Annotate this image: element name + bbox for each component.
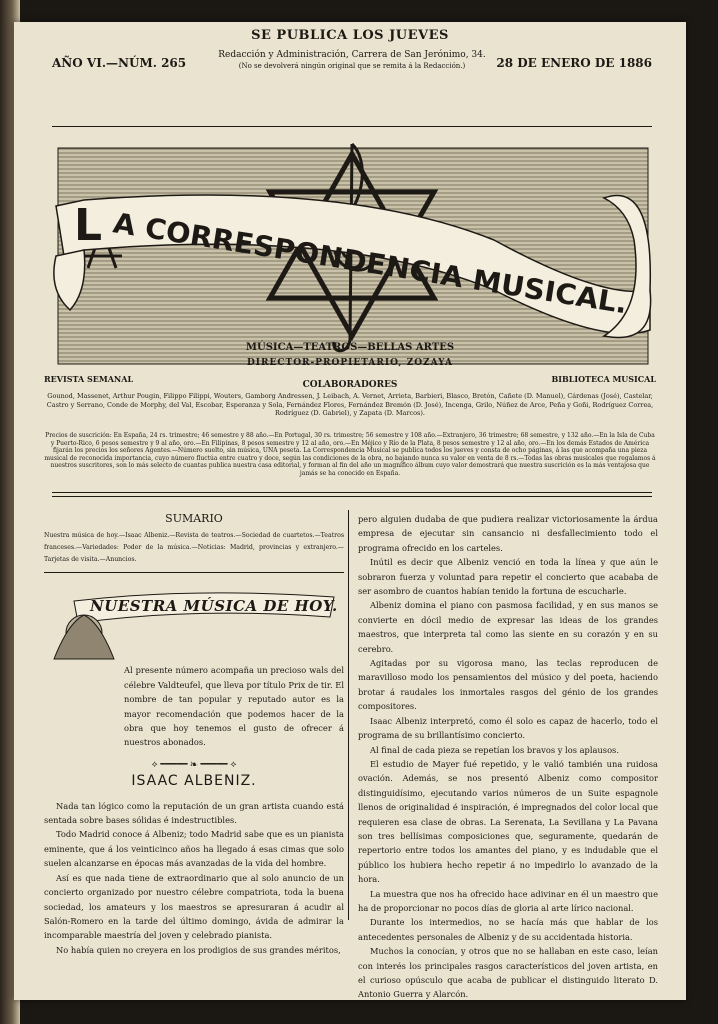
biblioteca-label: BIBLIOTECA MUSICAL — [551, 374, 656, 384]
collaborators-title: COLABORADORES — [302, 380, 398, 390]
article-paragraph: Al final de cada pieza se repetían los bravos y los aplausos. — [370, 744, 619, 755]
collaborators-list: Gounod, Massenet, Arthur Pougin, Filippo Filippi, Wouters, Gamborg Andressen, J. Leibach, A. Vernet, Arrieta, Barbieri, Blasco, Bretón, Cañete (D. Manuel), Cárdenas (José), Castelar, Castro y Serrano, Conde de Morphy, del Val, Escobar, Esperanza y Sola, Fernández Flores, Fernández Bremón (D. José), Incenga, Grilo, Núñez de Arce, Peña y Goñi, Rodríguez Correa, Rodríguez (D. Gabriel), y Zapata (D. Marcos). — [46, 392, 654, 417]
issue-row — [52, 50, 652, 80]
publication-day: SE PUBLICA LOS JUEVES — [251, 28, 449, 43]
masthead-subtitle: MÚSICA—TEATROS—BELLAS ARTES — [245, 342, 455, 353]
article-paragraph: Muchos la conocían, y otros que no se hallaban en este caso, leían con interés los principales rasgos característicos del joven artista, en el curioso opúsculo que acaba de publicar el distinguido literato D. Antonio Guerra y Alarcón. — [358, 946, 658, 1000]
issue-number: AÑO VI.—NÚM. 265 — [52, 56, 187, 70]
revista-label: REVISTA SEMANAL — [44, 374, 134, 384]
masthead-illustration — [44, 140, 656, 372]
article-paragraph: El estudio de Mayer fué repetido, y le valió también una ruidosa ovación. Además, se nos presentó Albeniz como compositor distinguidísimo, ejecutando varios números de un Suite espagnole llenos de originalidad é inspiración, é impregnados del color local que requieren esa clase de obras. La Serenata, La Sevillana y La Pavana son tres bellísimas composiciones que, seguramente, quedarán de repertorio entre todos los amantes del piano, y es indudable que el público los hubiera hecho repetir á no impedirlo lo avanzado de la hora. — [358, 758, 658, 885]
newspaper-page — [14, 22, 686, 1000]
article-paragraph: Todo Madrid conoce á Albeniz; todo Madrid sabe que es un pianista eminente, que á los veinticinco años ha llegado á esas cimas que solo suelen alcanzarse en épocas más avanzadas de la vida del hombre. — [44, 829, 344, 869]
article-paragraph: Albeniz domina el piano con pasmosa facilidad, y en sus manos se convierte en dócil medio de expresar las ideas de los grandes maestros, que interpreta tal como las siente en su corazón y en su cerebro. — [358, 600, 658, 654]
music-banner — [44, 583, 344, 661]
banner-illustration — [44, 583, 344, 661]
article-title: ISAAC ALBENIZ. — [131, 773, 257, 790]
music-banner-title: NUESTRA MÚSICA DE HOY. — [90, 597, 338, 616]
ornament: ⟡ ━━━━━ ❧ ━━━━━ ⟡ — [151, 759, 237, 770]
masthead-title: A CORRESPONDENCIA MUSICAL. — [110, 206, 616, 319]
article-paragraph: Isaac Albeniz interpretó, como él solo es capaz de hacerlo, todo el programa de su brillantísimo concierto. — [358, 715, 658, 741]
masthead-director: DIRECTOR-PROPIETARIO, ZOZAYA — [247, 358, 453, 368]
summary-rule — [44, 572, 344, 573]
article-paragraph: No había quien no creyera en los prodigios de sus grandes méritos, — [56, 944, 341, 955]
article-paragraph: Agitadas por su vigorosa mano, las teclas reproducen de maravilloso modo los pensamientos del músico y del poeta, haciendo brotar á raudales los inmortales rasgos del génio de los grandes compositores. — [358, 658, 658, 712]
address: Redacción y Administración, Carrera de San Jerónimo, 34. — [218, 50, 486, 60]
article-paragraph: Inútil es decir que Albeniz venció en toda la línea y que aún le sobraron fuerza y voluntad para repetir el concierto que acababa de ser asombro de cuantos habían tenido la fortuna de escucharle. — [358, 557, 658, 597]
summary-title: SUMARIO — [165, 512, 223, 525]
music-text: Al presente número acompaña un precioso wals del célebre Valdteufel, que lleva por título Prix de tir. El nombre de tan popular y reputado autor es la mayor recomendación que podemos hacer de la obra que hoy tenemos el gusto de ofrecer á nuestros abonados. — [124, 665, 344, 748]
prices-rule — [52, 492, 652, 493]
right-column — [358, 512, 658, 1000]
return-note: (No se devolverá ningún original que se remita á la Redacción.) — [238, 62, 466, 70]
article-paragraph: Nada tan lógico como la reputación de un gran artista cuando está sentada sobre bases sólidas é indestructibles. — [44, 800, 344, 826]
subscription-prices: Precios de suscrición: En España, 24 rs. trimestre; 46 semestre y 88 año.—En Portugal, 30 rs. trimestre; 56 semestre y 108 año.—Extranjero, 36 trimestre; 68 semestre, y 132 año.—En la Isla de Cuba y Puerto-Rico, 6 pesos semestre y 9 al año, oro.—En Filipinas, 8 pesos semestre y 12 al año, oro.—En Méjico y Río de la Plata, 8 pesos semestre y 12 al año, oro.—En los demás Estados de América fijarán los precios los señores Agentes.—Número suelto, sin música, UNA peseta. La Correspondencia Musical se publica todos los jueves y consta de ocho páginas, á las que acompaña una pieza musical de reconocida importancia, cuyo número fluctúa entre cuatro y doce, según las condiciones de la obra, no bajando nunca su valor en venta de 8 rs.—Todas las obras musicales que regalamos á nuestros suscritores, son lo más selecto de cuantas publica nuestra casa editorial, y forman al fin del año un magnífico álbum cuyo valor demostrará que nuestra suscrición es la más ventajosa que jamás se ha conocido en España. — [44, 432, 656, 477]
address-block — [202, 50, 502, 72]
prices-rule-2 — [52, 496, 652, 497]
issue-date: 28 DE ENERO DE 1886 — [496, 56, 652, 70]
masthead-title-L: L — [74, 200, 103, 251]
column-divider — [348, 510, 349, 920]
left-column — [44, 512, 344, 957]
article-paragraph: Durante los intermedios, no se hacía más que hablar de los antecedentes personales de Albeniz y de su accidentada historia. — [358, 917, 658, 942]
article-paragraph: pero alguien dudaba de que pudiera realizar victoriosamente la árdua empresa de ejecutar sin cansancio ni desfallecimiento todo el programa ofrecido en los carteles. — [358, 514, 658, 553]
article-paragraph: Así es que nada tiene de extraordinario que al solo anuncio de un concierto organizado por nuestro célebre compatriota, toda la buena sociedad, los amateurs y los maestros se apresuraran á acudir al Salón-Romero en la tarde del último domingo, ávida de admirar la incomparable maestría del joven y celebrado pianista. — [44, 872, 344, 941]
header-rule — [52, 126, 652, 127]
summary-text: Nuestra música de hoy.—Isaac Albeniz.—Revista de teatros.—Sociedad de cuartetos.—Teatros franceses.—Variedades: Poder de la música.—Noticias: Madrid, provincias y extranjero.—Tarjetas de visita.—Anuncios. — [44, 532, 344, 564]
article-paragraph: La muestra que nos ha ofrecido hace adivinar en él un maestro que ha de proporcionar no pocos días de gloria al arte lírico nacional. — [358, 888, 658, 913]
